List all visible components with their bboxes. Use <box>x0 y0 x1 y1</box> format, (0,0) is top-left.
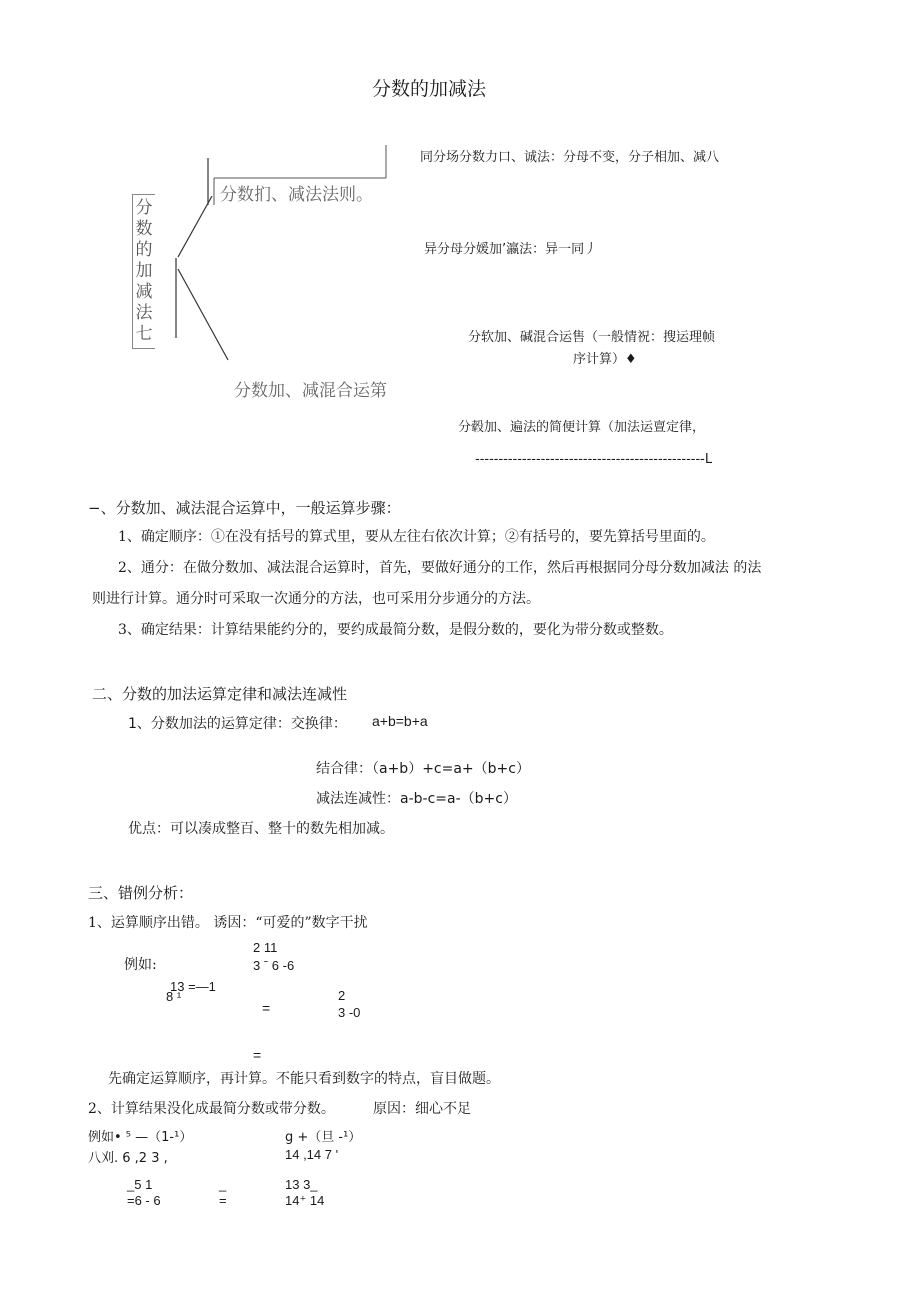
case1-result-bottom: 3 -0 <box>338 1005 361 1020</box>
case1-example-label: 例如: <box>124 957 157 973</box>
diagram-item-mixed-operation: 分软加、碱混合运售（一般情祝：搜运理帧 <box>468 330 716 345</box>
page-title: 分数的加减法 <box>372 78 487 100</box>
section2-law3: 减法连减性：a-b-c=a-（b+c） <box>316 791 517 807</box>
diagram-item-different-denominator: 异分母分媛加’瀛法：异一同丿 <box>424 242 598 257</box>
section2-law2: 结合律：（a+b）+c=a+（b+c） <box>316 761 530 777</box>
diagram-item-mixed-operation-cont: 序计算）♦ <box>573 352 637 367</box>
section1-item1: 1、确定顺序：①在没有括号的算式里，要从左往右依次计算；②有括号的，要先算括号里面的。 <box>118 529 715 545</box>
case1-note: 先确定运算顺序，再计算。不能只看到数字的特点，盲目做题。 <box>108 1071 500 1087</box>
section2-law1-formula: a+b=b+a <box>372 713 428 729</box>
case2-left-bottom: 八刈. 6 ,2 3 , <box>88 1151 168 1166</box>
diagram-item-same-denominator: 同分场分数力口、诚法：分母不变，分子相加、减八 <box>420 150 720 165</box>
case2-title: 2、计算结果没化成最简分数或带分数。 <box>88 1101 335 1117</box>
section2-law1-label: 1、分数加法的运算定律：交换律： <box>128 716 347 732</box>
section1-item2-line2: 则进行计算。通分时可采取一次通分的方法，也可采用分步通分的方法。 <box>92 591 540 607</box>
case1-title: 1、运算顺序出错。 诱因：“可爱的”数字干扰 <box>88 915 368 931</box>
case2-right-top: g +（旦 -¹） <box>285 1130 362 1145</box>
diagram-item-simplified: 分毂加、遍法的简便计算（加法运亶定律， <box>458 420 706 435</box>
case2-right-r2-bottom: 14⁺ 14 <box>285 1193 325 1208</box>
case1-equals-2: = <box>253 1047 262 1063</box>
section1-item2-line1: 2、通分：在做分数加、减法混合运算时，首先，要做好通分的工作，然后再根据同分母分数加减法 的法 <box>118 560 762 576</box>
case2-right-bottom: 14 ,14 7 ' <box>285 1147 339 1162</box>
section2-heading: 二、分数的加法运算定律和减法连减性 <box>92 685 348 703</box>
case1-fraction-top: 2 11 <box>253 940 278 955</box>
case2-left-r2-bottom: =6 - 6 <box>127 1193 161 1208</box>
section1-heading: −、分数加、减法混合运算中，一般运算步骤： <box>88 499 401 517</box>
section2-advantage: 优点：可以凑成整百、整十的数先相加减。 <box>128 821 394 837</box>
case2-right-r2-top: 13 3_ <box>285 1177 318 1192</box>
section1-item3: 3、确定结果：计算结果能约分的，要约成最简分数，是假分数的，要化为带分数或整数。 <box>118 622 673 638</box>
case2-left-r2-top: _5 1 <box>127 1177 153 1192</box>
case1-equals-1: = <box>262 1000 271 1016</box>
case2-mid-bottom: = <box>219 1193 227 1208</box>
case2-reason: 原因：细心不足 <box>373 1101 471 1117</box>
mixed-branch-label: 分数加、减混合运第 <box>234 381 387 401</box>
section3-heading: 三、错例分析： <box>88 884 194 902</box>
diagram-vertical-label: 分数的加减法七 <box>132 194 155 349</box>
case1-line2-top: 13 =—1 <box>170 979 216 994</box>
case2-mid-top: _ <box>219 1177 227 1192</box>
rule-branch-label: 分数扪、减法法则。 <box>220 185 373 205</box>
diagram-dashed-line: -------------------------------------------------L <box>475 452 713 467</box>
case1-line2-bottom: 8 ¹ <box>166 989 182 1004</box>
case1-fraction-bottom: 3 ˉ 6 -6 <box>253 958 295 973</box>
case1-result-top: 2 <box>338 988 346 1003</box>
case2-left-top: 例如• ⁵ —（1-¹） <box>88 1130 193 1145</box>
